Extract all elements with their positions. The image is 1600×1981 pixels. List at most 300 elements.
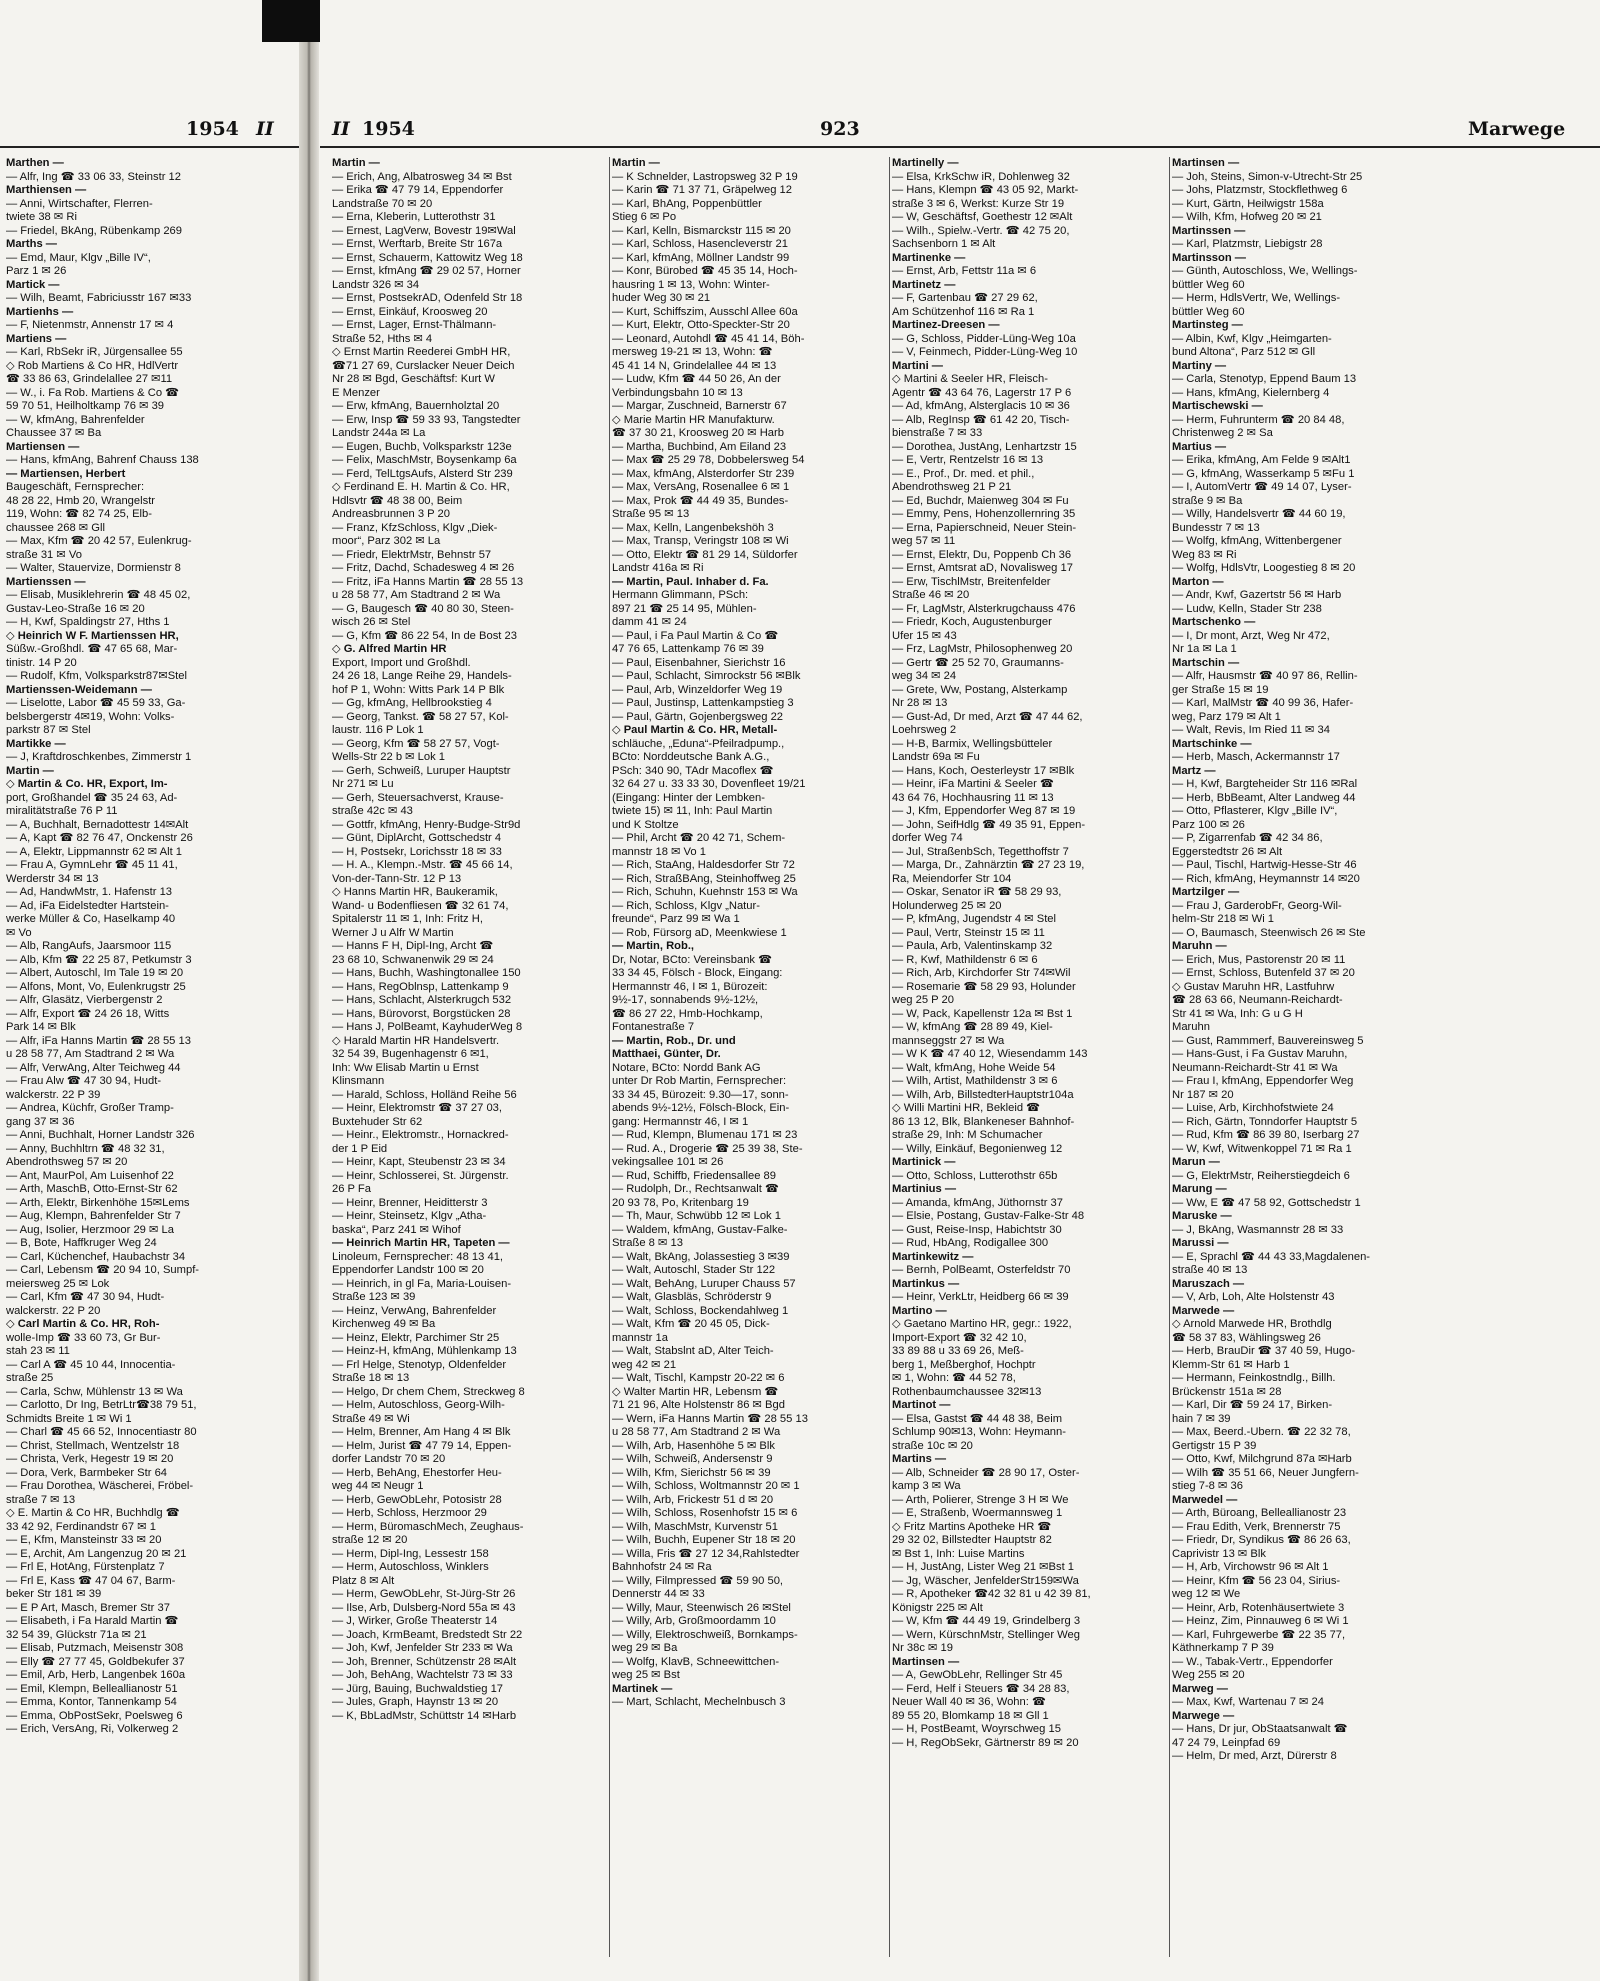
directory-entry: — Fritz, iFa Hanns Martin ☎ 28 55 13 bbox=[332, 575, 524, 588]
directory-entry: — G, kfmAng, Wasserkamp 5 ✉Fu 1 bbox=[1172, 467, 1355, 480]
directory-entry: — Friedr, Koch, Augustenburger bbox=[892, 616, 1052, 628]
directory-entry: — Herm, HdlsVertr, We, Wellings- bbox=[1172, 292, 1341, 304]
left-header-rule bbox=[0, 146, 299, 148]
directory-entry: — Walt, kfmAng, Hohe Weide 54 bbox=[892, 1061, 1056, 1074]
directory-entry: — Rob, Fürsorg aD, Meenkwiese 1 bbox=[612, 926, 787, 939]
directory-entry: straße 9 ✉ Ba bbox=[1172, 494, 1243, 507]
directory-entry: — Hans, Schlacht, Alsterkrugch 532 bbox=[332, 994, 512, 1006]
directory-entry: — Anni, Wirtschafter, Flerren- bbox=[6, 197, 153, 210]
directory-entry: Straße 123 ✉ 39 bbox=[332, 1291, 416, 1303]
directory-entry: — Alb, RegInsp ☎ 61 42 20, Tisch- bbox=[892, 413, 1070, 426]
directory-entry: — Rud, Schiffb, Friedensallee 89 bbox=[612, 1169, 776, 1182]
directory-entry: Matthaei, Günter, Dr. bbox=[612, 1048, 721, 1060]
directory-entry: — Günt, DiplArcht, Gottschedstr 4 bbox=[332, 832, 502, 844]
directory-entry: — Hans, Bürovorst, Borgstücken 28 bbox=[332, 1007, 511, 1020]
directory-entry: Klinsmann bbox=[332, 1075, 385, 1087]
directory-entry: — Hans-Gust, i Fa Gustav Maruhn, bbox=[1172, 1048, 1348, 1060]
directory-entry: Spitalerstr 11 ✉ 1, Inh: Fritz H, bbox=[332, 913, 483, 925]
directory-entry: — Walt, Autoschl, Stader Str 122 bbox=[612, 1264, 776, 1276]
directory-entry: — Albin, Kwf, Klgv „Heimgarten- bbox=[1172, 332, 1332, 345]
directory-entry: — Helm, Dr med, Arzt, Dürerstr 8 bbox=[1172, 1750, 1337, 1762]
directory-entry: — A, Elektr, Lippmannstr 62 ✉ Alt 1 bbox=[6, 845, 183, 858]
book-spine bbox=[299, 0, 319, 1981]
directory-entry: Nr 187 ✉ 20 bbox=[1172, 1088, 1234, 1101]
surname-heading: Maruske — bbox=[1172, 1210, 1232, 1222]
directory-entry: — Ernst, PostsekrAD, Odenfeld Str 18 bbox=[332, 292, 523, 304]
directory-entry: Straße 18 ✉ 13 bbox=[332, 1372, 410, 1384]
directory-entry: — Gerh, Steuersachverst, Krause- bbox=[332, 791, 504, 804]
directory-entry: und K Stoltze bbox=[612, 818, 679, 831]
directory-entry: — Carl, Lebensm ☎ 20 94 10, Sumpf- bbox=[6, 1264, 200, 1276]
directory-entry: straße 25 bbox=[6, 1372, 54, 1384]
directory-entry: — Karin ☎ 71 37 71, Gräpelweg 12 bbox=[612, 184, 792, 196]
surname-heading: Martinius — bbox=[892, 1183, 957, 1195]
directory-entry: — Günth, Autoschloss, We, Wellings- bbox=[1172, 265, 1358, 277]
directory-entry: Str 41 ✉ Wa, Inh: G u G H bbox=[1172, 1007, 1303, 1020]
directory-entry: — Helm, Autoschloss, Georg-Wilh- bbox=[332, 1399, 505, 1411]
directory-entry: straße 29, Inh: M Schumacher bbox=[892, 1129, 1043, 1141]
directory-entry: — Helgo, Dr chem Chem, Streckweg 8 bbox=[332, 1385, 525, 1398]
directory-entry: — F, Nietenmstr, Annenstr 17 ✉ 4 bbox=[6, 319, 174, 331]
directory-entry: — Wilh., Spielw.-Vertr. ☎ 42 75 20, bbox=[892, 224, 1070, 237]
surname-heading: Martinsson — bbox=[1172, 251, 1246, 264]
directory-entry: ◇ Gaetano Martino HR, gegr.: 1922, bbox=[892, 1318, 1072, 1330]
directory-entry: — Eugen, Buchb, Volksparkstr 123e bbox=[332, 440, 512, 453]
directory-entry: berg 1, Meßberghof, Hochptr bbox=[892, 1358, 1036, 1371]
directory-entry: 23 68 10, Schwanenwik 29 ✉ 24 bbox=[332, 953, 494, 966]
directory-entry: Parz 100 ✉ 26 bbox=[1172, 818, 1245, 831]
directory-entry: — Waldem, kfmAng, Gustav-Falke- bbox=[612, 1223, 788, 1236]
directory-entry: — Georg, Tankst. ☎ 58 27 57, Kol- bbox=[332, 710, 509, 723]
directory-entry: — J, Kfm, Eppendorfer Weg 87 ✉ 19 bbox=[892, 805, 1076, 817]
directory-entry: — H, RegObSekr, Gärtnerstr 89 ✉ 20 bbox=[892, 1736, 1079, 1749]
directory-entry: — Wilh, Schweiß, Andersenstr 9 bbox=[612, 1453, 773, 1465]
surname-heading: Martinez-Dreesen — bbox=[892, 319, 1000, 331]
directory-entry: — Hans, RegOblnsp, Lattenkamp 9 bbox=[332, 980, 509, 993]
directory-entry: — Alb, RangAufs, Jaarsmoor 115 bbox=[6, 940, 172, 952]
directory-entry: — Hans, Klempn ☎ 43 05 92, Markt- bbox=[892, 184, 1079, 196]
directory-entry: beker Str 181 ✉ 39 bbox=[6, 1588, 102, 1600]
directory-entry: miralitätstraße 76 P 11 bbox=[6, 805, 118, 817]
directory-entry: Import-Export ☎ 32 42 10, bbox=[892, 1331, 1027, 1344]
directory-entry: — E, Kfm, Mansteinstr 33 ✉ 20 bbox=[6, 1534, 162, 1546]
directory-entry: Kirchenweg 49 ✉ Ba bbox=[332, 1318, 436, 1330]
surname-heading: Martinenke — bbox=[892, 251, 966, 264]
directory-entry: mersweg 19-21 ✉ 13, Wohn: ☎ bbox=[612, 346, 773, 358]
surname-heading: Martienhs — bbox=[6, 305, 74, 318]
directory-entry: — Carla, Stenotyp, Eppend Baum 13 bbox=[1172, 373, 1357, 385]
directory-entry: Landstr 69a ✉ Fu bbox=[892, 751, 980, 763]
directory-entry: — W., i. Fa Rob. Martiens & Co ☎ bbox=[6, 386, 180, 399]
directory-entry: — Rich, StraßBAng, Steinhoffweg 25 bbox=[612, 872, 796, 885]
directory-entry: — Christa, Verk, Hegestr 19 ✉ 20 bbox=[6, 1453, 174, 1465]
directory-entry: ◇ E. Martin & Co HR, Buchhdlg ☎ bbox=[6, 1507, 180, 1519]
directory-entry: — Paul, i Fa Paul Martin & Co ☎ bbox=[612, 629, 779, 642]
directory-entry: — Wilh, Arb, BillstedterHauptstr104a bbox=[892, 1088, 1074, 1101]
directory-entry: — Alfr, Glasätz, Vierbergenstr 2 bbox=[6, 994, 163, 1006]
directory-entry: kamp 3 ✉ Wa bbox=[892, 1480, 961, 1492]
directory-entry: abends 9½-12½, Fölsch-Block, Ein- bbox=[612, 1102, 790, 1114]
directory-entry: ◇ Rob Martiens & Co HR, HdlVertr bbox=[6, 359, 179, 372]
directory-entry: — Max, Beerd.-Ubern. ☎ 22 32 78, bbox=[1172, 1426, 1351, 1438]
surname-heading: Martick — bbox=[6, 278, 60, 291]
directory-entry: — Willy, Einkäuf, Begonienweg 12 bbox=[892, 1142, 1063, 1155]
directory-entry: Verbindungsbahn 10 ✉ 13 bbox=[612, 386, 743, 399]
directory-entry: straße 3 ✉ 6, Werkst: Kurze Str 19 bbox=[892, 197, 1065, 210]
directory-entry: — F, Gartenbau ☎ 27 29 62, bbox=[892, 292, 1038, 304]
directory-entry: — Rich, Gärtn, Tonndorfer Hauptstr 5 bbox=[1172, 1115, 1358, 1128]
directory-entry: weg 29 ✉ Ba bbox=[612, 1642, 678, 1654]
surname-heading: Marthiensen — bbox=[6, 184, 87, 196]
directory-entry: — Kurt, Elektr, Otto-Speckter-Str 20 bbox=[612, 319, 790, 331]
directory-entry: — Erika ☎ 47 79 14, Eppendorfer bbox=[332, 184, 504, 196]
directory-entry: — Heinr, Elektromstr ☎ 37 27 03, bbox=[332, 1102, 503, 1114]
directory-entry: Dr, Notar, BCto: Vereinsbank ☎ bbox=[612, 953, 773, 966]
directory-entry: — Gottfr, kfmAng, Henry-Budge-Str9d bbox=[332, 818, 521, 831]
directory-entry: Weg 255 ✉ 20 bbox=[1172, 1669, 1245, 1681]
directory-entry: — Frau J, GarderobFr, Georg-Wil- bbox=[1172, 899, 1342, 912]
directory-entry: — Carlotto, Dr Ing, BetrLtr☎38 79 51, bbox=[6, 1399, 197, 1411]
directory-entry: — Walt, BehAng, Luruper Chauss 57 bbox=[612, 1277, 796, 1290]
directory-entry: büttler Weg 60 bbox=[1172, 305, 1245, 318]
directory-entry: — Joh, Kwf, Jenfelder Str 233 ✉ Wa bbox=[332, 1642, 513, 1654]
directory-entry: — Frau Dorothea, Wäscherei, Fröbel- bbox=[6, 1480, 194, 1492]
directory-entry: — Paul, Eisenbahner, Sierichstr 16 bbox=[612, 656, 786, 669]
directory-entry: Buxtehuder Str 62 bbox=[332, 1115, 423, 1128]
directory-entry: belsbergerstr 4✉19, Wohn: Volks- bbox=[6, 710, 175, 723]
directory-entry: — Konr, Bürobed ☎ 45 35 14, Hoch- bbox=[612, 265, 798, 277]
directory-entry: straße 31 ✉ Vo bbox=[6, 548, 82, 561]
directory-entry: — I, Dr mont, Arzt, Weg Nr 472, bbox=[1172, 629, 1330, 642]
directory-entry: 71 21 96, Alte Holstenstr 86 ✉ Bgd bbox=[612, 1399, 785, 1411]
surname-heading: Maruhn — bbox=[1172, 940, 1227, 952]
directory-entry: Export, Import und Großhdl. bbox=[332, 656, 471, 669]
directory-entry: — Ernst, Schauerm, Kattowitz Weg 18 bbox=[332, 251, 523, 264]
directory-entry: — Wern, KürschnMstr, Stellinger Weg bbox=[892, 1628, 1080, 1641]
directory-entry: — Elisabeth, i Fa Harald Martin ☎ bbox=[6, 1615, 179, 1627]
directory-entry: — Ad, HandwMstr, 1. Hafenstr 13 bbox=[6, 886, 173, 898]
directory-entry: Werner J u Alfr W Martin bbox=[332, 926, 454, 939]
directory-entry: — H, Kwf, Bargteheider Str 116 ✉Ral bbox=[1172, 778, 1358, 790]
directory-entry: — Carla, Schw, Mühlenstr 13 ✉ Wa bbox=[6, 1385, 183, 1398]
directory-entry: — Heinr, iFa Martini & Seeler ☎ bbox=[892, 778, 1054, 790]
directory-entry: — Carl, Küchenchef, Haubachstr 34 bbox=[6, 1250, 186, 1263]
directory-entry: — Hermann, Feinkostndlg., Billh. bbox=[1172, 1372, 1336, 1384]
directory-entry: ◇ Walter Martin HR, Lebensm ☎ bbox=[612, 1385, 779, 1398]
directory-entry: — Ernst, Arb, Fettstr 11a ✉ 6 bbox=[892, 265, 1037, 277]
directory-entry: — Jg, Wäscher, JenfelderStr159✉Wa bbox=[892, 1574, 1079, 1587]
directory-entry: Schmidts Breite 1 ✉ Wi 1 bbox=[6, 1412, 132, 1425]
directory-entry: mannstr 18 ✉ Vo 1 bbox=[612, 845, 706, 858]
directory-entry: — Ilse, Arb, Dulsberg-Nord 55a ✉ 43 bbox=[332, 1601, 516, 1614]
directory-entry: ☎ 86 27 22, Hmb-Hochkamp, bbox=[612, 1007, 763, 1020]
directory-entry: — Walt, Revis, Im Ried 11 ✉ 34 bbox=[1172, 724, 1330, 736]
directory-entry: — Heinrich, in gl Fa, Maria-Louisen- bbox=[332, 1277, 512, 1290]
directory-entry: Abendrothsweg 57 ✉ 20 bbox=[6, 1156, 128, 1168]
directory-entry: Wells-Str 22 b ✉ Lok 1 bbox=[332, 751, 446, 763]
directory-entry: — Martin, Rob., Dr. und bbox=[612, 1034, 736, 1047]
directory-entry: 32 54 39, Bugenhagenstr 6 ✉1, bbox=[332, 1048, 489, 1060]
directory-entry: — Ad, iFa Eidelstedter Hartstein- bbox=[6, 899, 169, 912]
directory-entry: weg, Parz 179 ✉ Alt 1 bbox=[1172, 710, 1281, 723]
directory-entry: — Paula, Arb, Valentinskamp 32 bbox=[892, 940, 1053, 952]
column-divider-3 bbox=[1169, 157, 1170, 1957]
surname-heading: Martiny — bbox=[1172, 359, 1227, 372]
directory-entry: — Margar, Zuschneid, Barnerstr 67 bbox=[612, 400, 787, 412]
directory-entry: — Heinr., Elektromstr., Hornackred- bbox=[332, 1129, 509, 1141]
directory-entry: — H, Kwf, Spaldingstr 27, Hths 1 bbox=[6, 616, 170, 628]
directory-entry: — Felix, MaschMstr, Boysenkamp 6a bbox=[332, 454, 517, 466]
directory-entry: — Alfr, Export ☎ 24 26 18, Witts bbox=[6, 1007, 170, 1020]
directory-entry: — Herm, Fuhrunterm ☎ 20 84 48, bbox=[1172, 413, 1345, 426]
surname-heading: Martienssen-Weidemann — bbox=[6, 683, 152, 696]
surname-heading: Martinot — bbox=[892, 1399, 951, 1411]
directory-entry: — Joh, Brenner, Schützenstr 28 ✉Alt bbox=[332, 1655, 517, 1668]
directory-entry: — Herb, BehAng, Ehestorfer Heu- bbox=[332, 1466, 502, 1479]
directory-entry: — Oskar, Senator iR ☎ 58 29 93, bbox=[892, 886, 1062, 898]
directory-entry: — Max ☎ 25 29 78, Dobbelersweg 54 bbox=[612, 454, 805, 466]
directory-entry: — Alfr, Hausmstr ☎ 40 97 86, Rellin- bbox=[1172, 670, 1358, 682]
directory-entry: — Heinz, VerwAng, Bahrenfelder bbox=[332, 1304, 497, 1317]
directory-entry: — Kurt, Gärtn, Heilwigstr 158a bbox=[1172, 197, 1324, 210]
directory-entry: Nr 271 ✉ Lu bbox=[332, 778, 394, 790]
directory-entry: 9½-17, sonnabends 9½-12½, bbox=[612, 994, 759, 1006]
directory-entry: 47 24 79, Leinpfad 69 bbox=[1172, 1736, 1281, 1749]
directory-entry: ◇ Heinrich W F. Martienssen HR, bbox=[6, 629, 179, 642]
directory-entry: Andreasbrunnen 3 P 20 bbox=[332, 508, 450, 520]
directory-entry: — Erw, kfmAng, Bauernholztal 20 bbox=[332, 400, 500, 412]
right-page-header bbox=[320, 118, 1600, 146]
directory-entry: Stieg 6 ✉ Po bbox=[612, 211, 677, 223]
directory-entry: Ra, Meiendorfer Str 104 bbox=[892, 872, 1012, 885]
directory-entry: ◇ Gustav Maruhn HR, Lastfuhrw bbox=[1172, 980, 1335, 993]
directory-entry: — Anny, Buchhltrn ☎ 48 32 31, bbox=[6, 1142, 165, 1155]
directory-entry: — H. A., Klempn.-Mstr. ☎ 45 66 14, bbox=[332, 859, 513, 871]
directory-entry: Maruhn bbox=[1172, 1021, 1210, 1033]
surname-heading: Marthen — bbox=[6, 157, 64, 169]
directory-entry: Abendrothsweg 21 P 21 bbox=[892, 481, 1012, 493]
directory-entry: 43 64 76, Hochhausring 11 ✉ 13 bbox=[892, 791, 1054, 804]
directory-entry: — B, Bote, Haffkruger Weg 24 bbox=[6, 1237, 157, 1249]
directory-entry: — Hans, Dr jur, ObStaatsanwalt ☎ bbox=[1172, 1723, 1348, 1735]
directory-entry: straße 40 ✉ 13 bbox=[1172, 1264, 1248, 1276]
directory-entry: u 28 58 77, Am Stadtrand 2 ✉ Wa bbox=[6, 1048, 175, 1060]
directory-entry: — Ed, Buchdr, Maienweg 304 ✉ Fu bbox=[892, 494, 1069, 507]
directory-entry: — J, Wirker, Große Theaterstr 14 bbox=[332, 1615, 498, 1627]
directory-entry: — Wolfg, HdlsVtr, Loogestieg 8 ✉ 20 bbox=[1172, 562, 1356, 574]
directory-entry: 32 64 27 u. 33 33 30, Dovenfleet 19/21 bbox=[612, 778, 806, 790]
directory-entry: mannstr 1a bbox=[612, 1331, 668, 1344]
surname-heading: Martinkus — bbox=[892, 1277, 960, 1290]
directory-entry: — Max, Kwf, Wartenau 7 ✉ 24 bbox=[1172, 1696, 1324, 1708]
directory-entry: — Ernst, Schloss, Butenfeld 37 ✉ 20 bbox=[1172, 967, 1355, 979]
directory-entry: — Emma, Kontor, Tannenkamp 54 bbox=[6, 1696, 177, 1708]
directory-entry: — K, BbLadMstr, Schüttstr 14 ✉Harb bbox=[332, 1709, 517, 1722]
directory-entry: Werderstr 34 ✉ 13 bbox=[6, 872, 99, 885]
directory-entry: 47 76 65, Lattenkamp 76 ✉ 39 bbox=[612, 643, 764, 655]
directory-entry: — Hans, Koch, Oesterleystr 17 ✉Blk bbox=[892, 764, 1075, 777]
directory-entry: — H, JustAng, Lister Weg 21 ✉Bst 1 bbox=[892, 1561, 1075, 1573]
directory-entry: parkstr 87 ✉ Stel bbox=[6, 724, 91, 736]
directory-entry: — Emmy, Pens, Hohenzollernring 35 bbox=[892, 508, 1076, 520]
surname-heading: Martinsen — bbox=[1172, 157, 1240, 169]
directory-entry: — Ernst, Lager, Ernst-Thälmann- bbox=[332, 319, 497, 331]
directory-entry: walckerstr. 22 P 39 bbox=[6, 1088, 101, 1101]
directory-entry: — Hans J, PolBeamt, KayhuderWeg 8 bbox=[332, 1021, 523, 1033]
directory-entry: — Charl ☎ 45 66 52, Innocentiastr 80 bbox=[6, 1426, 197, 1438]
directory-entry: — Karl, MalMstr ☎ 40 99 36, Hafer- bbox=[1172, 697, 1354, 709]
directory-entry: gang 37 ✉ 36 bbox=[6, 1115, 75, 1128]
directory-entry: Eggerstedtstr 26 ✉ Alt bbox=[1172, 845, 1283, 858]
directory-entry: — Ernst, Einkäuf, Kroosweg 20 bbox=[332, 305, 488, 318]
directory-entry: — Wilh, Beamt, Fabriciusstr 167 ✉33 bbox=[6, 292, 192, 304]
directory-entry: — Alfons, Mont, Vo, Eulenkrugstr 25 bbox=[6, 980, 186, 993]
directory-entry: — Ernst, Amtsrat aD, Novalisweg 17 bbox=[892, 562, 1073, 574]
directory-entry: twiete 15) ✉ 11, Inh: Paul Martin bbox=[612, 805, 773, 817]
directory-column-1 bbox=[332, 157, 606, 1957]
directory-entry: PSch: 340 90, TAdr Macoflex ☎ bbox=[612, 764, 774, 777]
directory-entry: Gustav-Leo-Straße 16 ✉ 20 bbox=[6, 602, 145, 615]
surname-heading: Martini — bbox=[892, 359, 943, 372]
directory-entry: — Frau A, GymnLehr ☎ 45 11 41, bbox=[6, 859, 178, 871]
directory-entry: büttler Weg 60 bbox=[1172, 278, 1245, 291]
directory-entry: ◇ Arnold Marwede HR, Brothdlg bbox=[1172, 1318, 1332, 1330]
directory-entry: — Paul, Schlacht, Simrockstr 56 ✉Blk bbox=[612, 670, 801, 682]
directory-entry: — Max, Prok ☎ 44 49 35, Bundes- bbox=[612, 494, 789, 507]
directory-entry: Holunderweg 25 ✉ 20 bbox=[892, 899, 1002, 912]
directory-entry: — Frau I, kfmAng, Eppendorfer Weg bbox=[1172, 1075, 1354, 1087]
directory-entry: baska“, Parz 241 ✉ Wihof bbox=[332, 1223, 461, 1236]
directory-entry: dorfer Weg 74 bbox=[892, 832, 963, 844]
directory-entry: — Joh, Steins, Simon-v-Utrecht-Str 25 bbox=[1172, 170, 1363, 183]
surname-heading: Martin — bbox=[6, 764, 54, 777]
directory-entry: — Rud, Klempn, Blumenau 171 ✉ 23 bbox=[612, 1129, 798, 1141]
directory-entry: — Wern, iFa Hanns Martin ☎ 28 55 13 bbox=[612, 1412, 808, 1425]
surname-heading: Martischewski — bbox=[1172, 400, 1263, 412]
surname-heading: Martinek — bbox=[612, 1682, 673, 1695]
surname-heading: Maruszach — bbox=[1172, 1277, 1245, 1290]
directory-entry: Hermann Glimmann, PSch: bbox=[612, 589, 749, 601]
directory-entry: — W, Kfm ☎ 44 49 19, Grindelberg 3 bbox=[892, 1615, 1081, 1627]
directory-entry: — Wilh, MaschMstr, Kurvenstr 51 bbox=[612, 1520, 778, 1533]
directory-entry: — Walt, Glasbläs, Schröderstr 9 bbox=[612, 1291, 772, 1303]
directory-entry: — Friedel, BkAng, Rübenkamp 269 bbox=[6, 224, 182, 237]
directory-entry: — Ad, kfmAng, Alsterglacis 10 ✉ 36 bbox=[892, 400, 1070, 412]
directory-entry: — Willa, Fris ☎ 27 12 34,Rahlstedter bbox=[612, 1547, 800, 1560]
directory-entry: — Ferd, Helf i Steuers ☎ 34 28 83, bbox=[892, 1682, 1070, 1695]
directory-entry: weg 25 P 20 bbox=[892, 994, 954, 1006]
directory-entry: Nr 28 ✉ 13 bbox=[892, 697, 948, 709]
directory-entry: Königstr 225 ✉ Alt bbox=[892, 1601, 983, 1614]
directory-entry: bund Altona“, Parz 512 ✉ Gll bbox=[1172, 346, 1316, 358]
directory-entry: — Arth, MaschB, Otto-Ernst-Str 62 bbox=[6, 1183, 178, 1195]
directory-entry: hausring 1 ✉ 13, Wohn: Winter- bbox=[612, 278, 770, 291]
directory-entry: — Fr, LagMstr, Alsterkrugchauss 476 bbox=[892, 602, 1076, 615]
directory-entry: — Max, Transp, Veringstr 108 ✉ Wi bbox=[612, 535, 789, 547]
directory-entry: — Willy, Elektroschweiß, Bornkamps- bbox=[612, 1628, 798, 1641]
directory-entry: — Friedr, Dr, Syndikus ☎ 86 26 63, bbox=[1172, 1534, 1351, 1546]
directory-entry: weg 44 ✉ Neugr 1 bbox=[332, 1480, 424, 1492]
directory-entry: — Heinr, Schlosserei, St. Jürgenstr. bbox=[332, 1169, 509, 1182]
directory-entry: werke Müller & Co, Haselkamp 40 bbox=[6, 913, 176, 925]
directory-entry: — Grete, Ww, Postang, Alsterkamp bbox=[892, 683, 1068, 696]
directory-column-3 bbox=[892, 157, 1166, 1957]
right-page bbox=[320, 0, 1600, 1981]
directory-entry: — K Schnelder, Lastropsweg 32 P 19 bbox=[612, 170, 798, 183]
directory-entry: — Heinz, Zim, Pinnauweg 6 ✉ Wi 1 bbox=[1172, 1615, 1349, 1627]
directory-entry: straße 7 ✉ 13 bbox=[6, 1493, 76, 1506]
surname-heading: Marths — bbox=[6, 238, 57, 250]
surname-heading: Marton — bbox=[1172, 575, 1224, 588]
directory-entry: walckerstr. 22 P 20 bbox=[6, 1304, 101, 1317]
directory-entry: — Walt, Tischl, Kampstr 20-22 ✉ 6 bbox=[612, 1372, 785, 1384]
surname-heading: Martin — bbox=[332, 157, 380, 169]
directory-entry: — Paul, Justinsp, Lattenkampstieg 3 bbox=[612, 697, 794, 709]
surname-heading: Martzilger — bbox=[1172, 886, 1240, 898]
directory-entry: — Wolfg, KlavB, Schneewittchen- bbox=[612, 1655, 780, 1668]
directory-entry: — Christ, Stellmach, Wentzelstr 18 bbox=[6, 1439, 180, 1452]
directory-entry: — Arth, Elektr, Birkenhöhe 15✉Lems bbox=[6, 1196, 190, 1209]
directory-entry: — Rich, StaAng, Haldesdorfer Str 72 bbox=[612, 859, 795, 871]
directory-entry: — Ernst, Elektr, Du, Poppenb Ch 36 bbox=[892, 548, 1072, 561]
directory-entry: port, Großhandel ☎ 35 24 63, Ad- bbox=[6, 791, 178, 804]
directory-entry: — Wilh, Schloss, Woltmannstr 20 ✉ 1 bbox=[612, 1480, 800, 1492]
directory-entry: Wand- u Bodenfliesen ☎ 32 61 74, bbox=[332, 899, 509, 912]
directory-entry: — W, kfmAng, Bahrenfelder bbox=[6, 413, 145, 426]
directory-entry: — Alfr, iFa Hanns Martin ☎ 28 55 13 bbox=[6, 1034, 191, 1047]
left-page-header bbox=[0, 118, 299, 146]
directory-entry: — Elisab, Putzmach, Meisenstr 308 bbox=[6, 1642, 184, 1654]
directory-entry: — Karl, Platzmstr, Liebigstr 28 bbox=[1172, 238, 1323, 250]
directory-entry: gang: Hermannstr 46, I ✉ 1 bbox=[612, 1115, 749, 1128]
directory-entry: — Franz, KfzSchloss, Klgv „Diek- bbox=[332, 521, 498, 534]
directory-entry: ☎ 58 37 83, Wählingsweg 26 bbox=[1172, 1331, 1321, 1344]
directory-entry: 86 13 12, Blk, Blankeneser Bahnhof- bbox=[892, 1115, 1075, 1128]
directory-entry: — Paul, Vertr, Steinstr 15 ✉ 11 bbox=[892, 926, 1045, 939]
directory-entry: — Hans, Buchh, Washingtonallee 150 bbox=[332, 967, 521, 979]
directory-entry: — Heinr, VerkLtr, Heidberg 66 ✉ 39 bbox=[892, 1291, 1069, 1303]
directory-entry: — E, Straßenb, Woermannsweg 1 bbox=[892, 1507, 1063, 1519]
directory-entry: — Rich, Arb, Kirchdorfer Str 74✉Wil bbox=[892, 967, 1071, 979]
directory-entry: 33 34 45, Bürozeit: 9.30—17, sonn- bbox=[612, 1088, 789, 1101]
directory-entry: — Wilh, Arb, Frickestr 51 d ✉ 20 bbox=[612, 1493, 774, 1506]
directory-entry: 33 42 92, Ferdinandstr 67 ✉ 1 bbox=[6, 1520, 156, 1533]
directory-entry: ✉ Bst 1, Inh: Luise Martins bbox=[892, 1547, 1025, 1560]
directory-entry: Landstr 244a ✉ La bbox=[332, 427, 426, 439]
directory-entry: — Wilh, Kfm, Hofweg 20 ✉ 21 bbox=[1172, 211, 1322, 223]
directory-entry: Von-der-Tann-Str. 12 P 13 bbox=[332, 872, 462, 885]
directory-entry: Neumann-Reichardt-Str 41 ✉ Wa bbox=[1172, 1061, 1338, 1074]
directory-entry: 33 89 88 u 33 69 26, Meß- bbox=[892, 1345, 1024, 1357]
directory-entry: — Amanda, kfmAng, Jüthornstr 37 bbox=[892, 1196, 1064, 1209]
directory-entry: — Wilh, Buchh, Eupener Str 18 ✉ 20 bbox=[612, 1534, 796, 1546]
right-header-part: II bbox=[332, 118, 350, 140]
directory-entry: — Liselotte, Labor ☎ 45 59 33, Ga- bbox=[6, 697, 186, 709]
directory-entry: 89 55 20, Blomkamp 18 ✉ Gll 1 bbox=[892, 1709, 1049, 1722]
directory-entry: — Erich, VersAng, Ri, Volkerweg 2 bbox=[6, 1723, 179, 1735]
surname-heading: Martienssen — bbox=[6, 575, 86, 588]
directory-entry: dorfer Landstr 70 ✉ 20 bbox=[332, 1453, 446, 1465]
directory-entry: 32 54 39, Glückstr 71a ✉ 21 bbox=[6, 1628, 147, 1641]
directory-entry: — A, GewObLehr, Rellinger Str 45 bbox=[892, 1669, 1063, 1681]
surname-heading: Martikke — bbox=[6, 737, 66, 750]
directory-entry: — Frau Alw ☎ 47 30 94, Hudt- bbox=[6, 1075, 162, 1087]
directory-entry: — Herb, Schloss, Herzmoor 29 bbox=[332, 1507, 487, 1519]
left-header-part: II bbox=[256, 118, 274, 140]
directory-entry: Fontanestraße 7 bbox=[612, 1021, 695, 1033]
directory-entry: — Fritz, Dachd, Schadesweg 4 ✉ 26 bbox=[332, 562, 515, 574]
directory-entry: — Walt, Stabslnt aD, Alter Teich- bbox=[612, 1345, 774, 1357]
